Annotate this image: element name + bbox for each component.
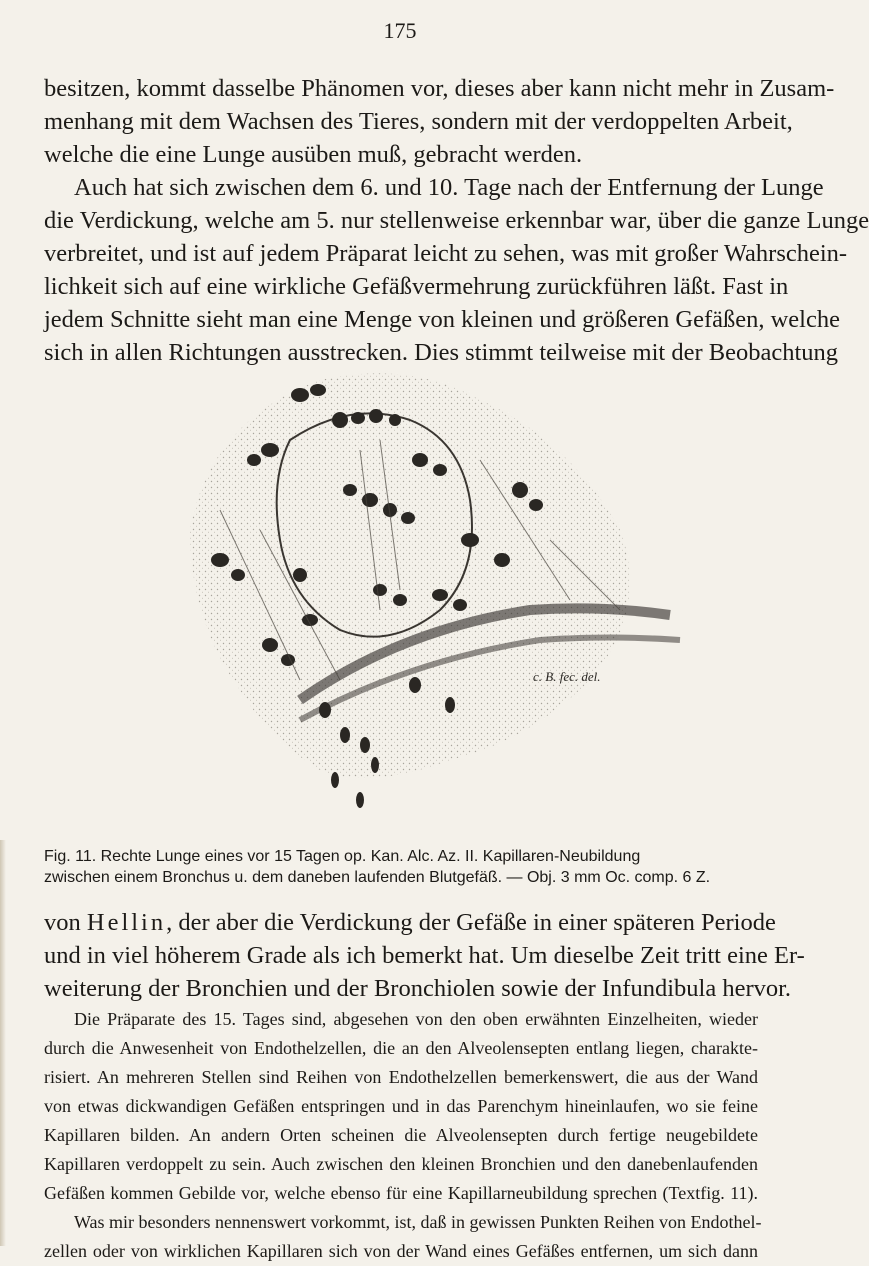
text-line <box>44 906 776 939</box>
text-line: Kapillaren verdoppelt zu sein. Auch zwischen den kleinen Bronchien und den danebenlaufenden <box>44 1154 758 1174</box>
caption-line: zwischen einem Bronchus u. dem daneben laufenden Blutgefäß. — Obj. 3 mm Oc. comp. 6 Z. <box>44 869 711 886</box>
text-line: besitzen, kommt dasselbe Phänomen vor, dieses aber kann nicht mehr in Zusam- <box>44 75 835 102</box>
text-line: sich in allen Richtungen ausstrecken. Dies stimmt teilweise mit der Beobachtung <box>44 339 839 366</box>
figure-caption <box>44 846 760 888</box>
paragraph-top <box>44 72 869 369</box>
text-line: menhang mit dem Wachsen des Tieres, sondern mit der verdoppelten Arbeit, <box>44 108 793 135</box>
figure-lung-section <box>150 360 710 820</box>
text-line: lichkeit sich auf eine wirkliche Gefäßvermehrung zurückführen läßt. Fast in <box>44 273 789 300</box>
caption-line: Fig. 11. Rechte Lunge eines vor 15 Tagen op. Kan. Alc. Az. II. Kapillaren-Neubildung <box>44 848 641 865</box>
paragraph-bottom <box>44 906 805 1266</box>
text-line: verbreitet, und ist auf jedem Präparat leicht zu sehen, was mit großer Wahrschein- <box>44 240 848 267</box>
author-name: Hellin <box>86 909 167 936</box>
page-edge-shadow <box>0 840 6 1246</box>
text-line: Kapillaren bilden. An andern Orten scheinen die Alveolensepten durch fertige neugebildete <box>44 1125 758 1145</box>
text-fragment: von <box>44 909 87 936</box>
text-fragment: , der aber die Verdickung der Gefäße in einer späteren Periode <box>166 909 776 936</box>
text-line: durch die Anwesenheit von Endothelzellen, die an den Alveolensepten entlang liegen, charakte- <box>44 1038 758 1058</box>
lung-illustration <box>150 360 710 820</box>
text-line: von etwas dickwandigen Gefäßen entspringen und in das Parenchym hineinlaufen, wo sie feine <box>44 1096 758 1116</box>
text-line: zellen oder von wirklichen Kapillaren sich von der Wand eines Gefäßes entfernen, um sich dann <box>44 1241 758 1261</box>
text-line: Die Präparate des 15. Tages sind, abgesehen von den oben erwähnten Einzelheiten, wieder <box>74 1009 758 1029</box>
text-line: die Verdickung, welche am 5. nur stellenweise erkennbar war, über die ganze Lunge <box>44 207 869 234</box>
text-line: und in viel höherem Grade als ich bemerkt hat. Um dieselbe Zeit tritt eine Er- <box>44 942 805 969</box>
artist-signature: c. B. fec. del. <box>533 669 601 684</box>
text-line: welche die eine Lunge ausüben muß, gebracht werden. <box>44 141 583 168</box>
text-line: Auch hat sich zwischen dem 6. und 10. Tage nach der Entfernung der Lunge <box>74 174 824 201</box>
text-line: Gefäßen kommen Gebilde vor, welche ebenso für eine Kapillarneubildung sprechen (Textfig. 11). <box>44 1183 758 1203</box>
page-number: 175 <box>383 18 417 43</box>
text-line: risiert. An mehreren Stellen sind Reihen von Endothelzellen bemerkenswert, die aus der Wand <box>44 1067 758 1087</box>
text-line: weiterung der Bronchien und der Bronchiolen sowie der Infundibula hervor. <box>44 975 792 1002</box>
text-line: jedem Schnitte sieht man eine Menge von kleinen und größeren Gefäßen, welche <box>44 306 840 333</box>
tissue-area <box>190 373 630 778</box>
text-line: Was mir besonders nennenswert vorkommt, ist, daß in gewissen Punkten Reihen von Endothel- <box>74 1212 762 1232</box>
